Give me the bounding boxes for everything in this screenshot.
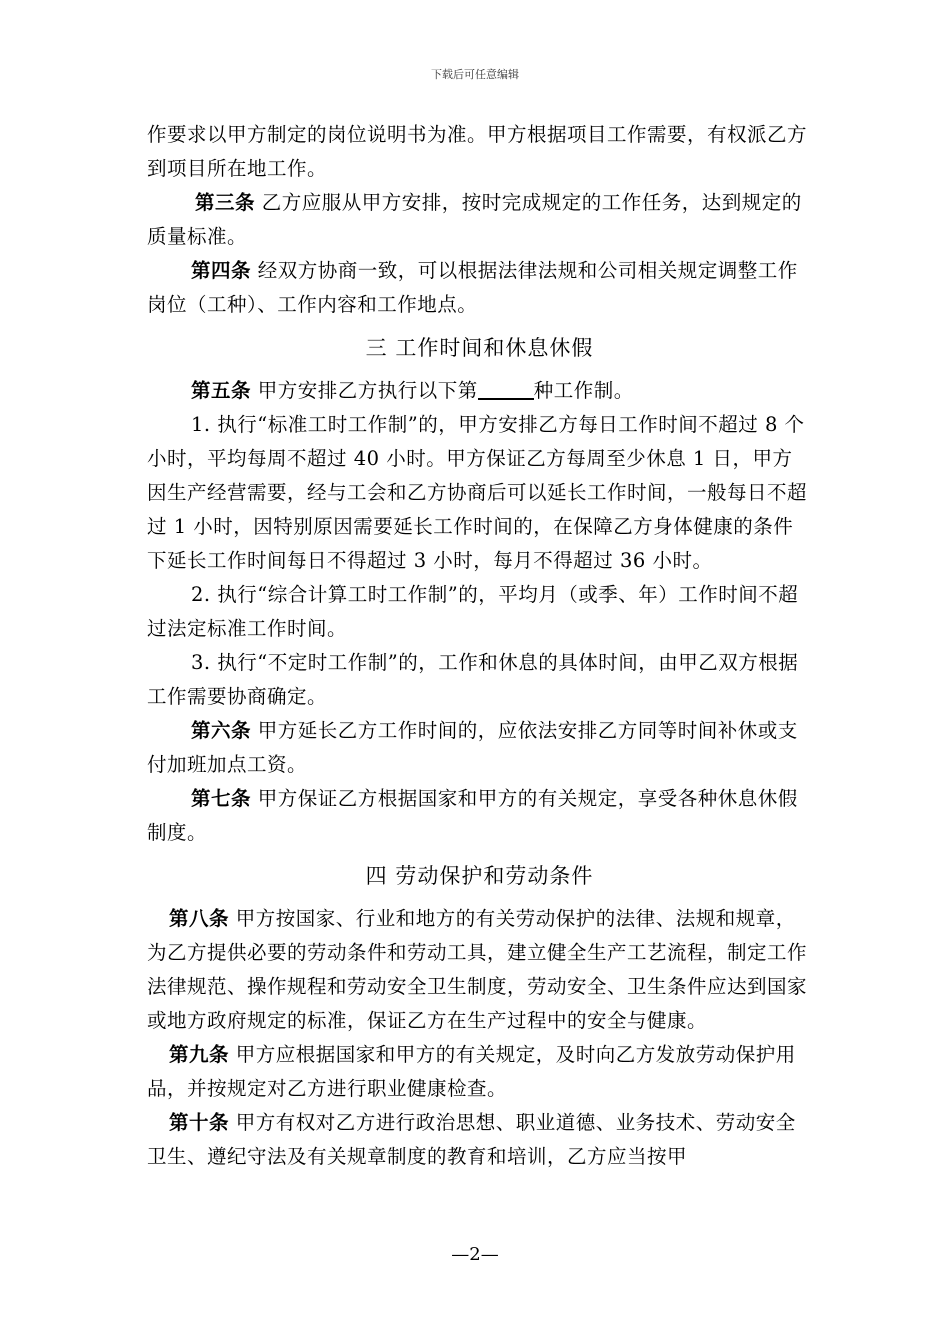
section-heading-4: 四 劳动保护和劳动条件 xyxy=(365,864,594,888)
article-9 xyxy=(147,1038,812,1106)
document-body xyxy=(147,118,812,1174)
article-8-text: 甲方按国家、行业和地方的有关劳动保护的法律、法规和规章，为乙方提供必要的劳动条件和劳动工具，建立健全生产工艺流程，制定工作法律规范、操作规程和劳动安全卫生制度，劳动安全、卫生条件应达到国家或地方政府规定的标准，保证乙方在生产过程中的安全与健康。 xyxy=(147,907,808,1032)
article-8-label: 第八条 xyxy=(169,907,230,930)
article-7-label: 第七条 xyxy=(191,787,252,810)
article-7-text: 甲方保证乙方根据国家和甲方的有关规定，享受各种休息休假制度。 xyxy=(147,787,798,844)
article-4-text: 经双方协商一致，可以根据法律法规和公司相关规定调整工作岗位（工种）、工作内容和工作地点。 xyxy=(147,259,798,316)
section-heading-3: 三 工作时间和休息休假 xyxy=(365,336,594,360)
article-9-text: 甲方应根据国家和甲方的有关规定，及时向乙方发放劳动保护用品，并按规定对乙方进行职业健康检查。 xyxy=(147,1043,796,1100)
article-6-text: 甲方延长乙方工作时间的，应依法安排乙方同等时间补休或支付加班加点工资。 xyxy=(147,719,798,776)
page-header: 下载后可任意编辑 xyxy=(431,68,519,81)
article-3-text: 乙方应服从甲方安排，按时完成规定的工作任务，达到规定的质量标准。 xyxy=(147,191,802,248)
paragraph-continuation: 作要求以甲方制定的岗位说明书为准。甲方根据项目工作需要，有权派乙方到项目所在地工作。 xyxy=(147,123,808,180)
article-4-label: 第四条 xyxy=(191,259,252,282)
article-3 xyxy=(147,186,812,254)
article-6-label: 第六条 xyxy=(191,719,252,742)
article-7 xyxy=(147,782,812,850)
article-5-text-a: 甲方安排乙方执行以下第 xyxy=(251,379,478,402)
list-item-3: 3. 执行“不定时工作制”的，工作和休息的具体时间，由甲乙双方根据工作需要协商确定。 xyxy=(147,651,799,708)
article-4 xyxy=(147,254,812,322)
fill-in-blank[interactable] xyxy=(478,378,534,400)
article-5 xyxy=(147,374,812,408)
article-9-label: 第九条 xyxy=(169,1043,230,1066)
list-item-2: 2. 执行“综合计算工时工作制”的，平均月（或季、年）工作时间不超过法定标准工作时间。 xyxy=(147,583,799,640)
article-6 xyxy=(147,714,812,782)
list-item-1: 1. 执行“标准工时工作制”的，甲方安排乙方每日工作时间不超过 8 个小时，平均每周不超过 40 小时。甲方保证乙方每周至少休息 1 日，甲方因生产经营需要，经与工会和乙方协商后可以延长工作时间，一般每日不超过 1 小时，因特别原因需要延长工作时间的，在保障乙方身体健康的条件下延长工作时间每日不得超过 3 小时，每月不得超过 36 小时。 xyxy=(147,413,808,572)
article-10-text: 甲方有权对乙方进行政治思想、职业道德、业务技术、劳动安全卫生、遵纪守法及有关规章制度的教育和培训，乙方应当按甲 xyxy=(147,1111,796,1168)
article-5-label: 第五条 xyxy=(191,379,252,402)
article-10-label: 第十条 xyxy=(169,1111,230,1134)
page-number: —2— xyxy=(451,1244,499,1265)
article-5-text-b: 种工作制。 xyxy=(533,379,634,402)
article-8 xyxy=(147,902,812,1038)
article-3-label: 第三条 xyxy=(195,191,256,214)
article-10 xyxy=(147,1106,812,1174)
